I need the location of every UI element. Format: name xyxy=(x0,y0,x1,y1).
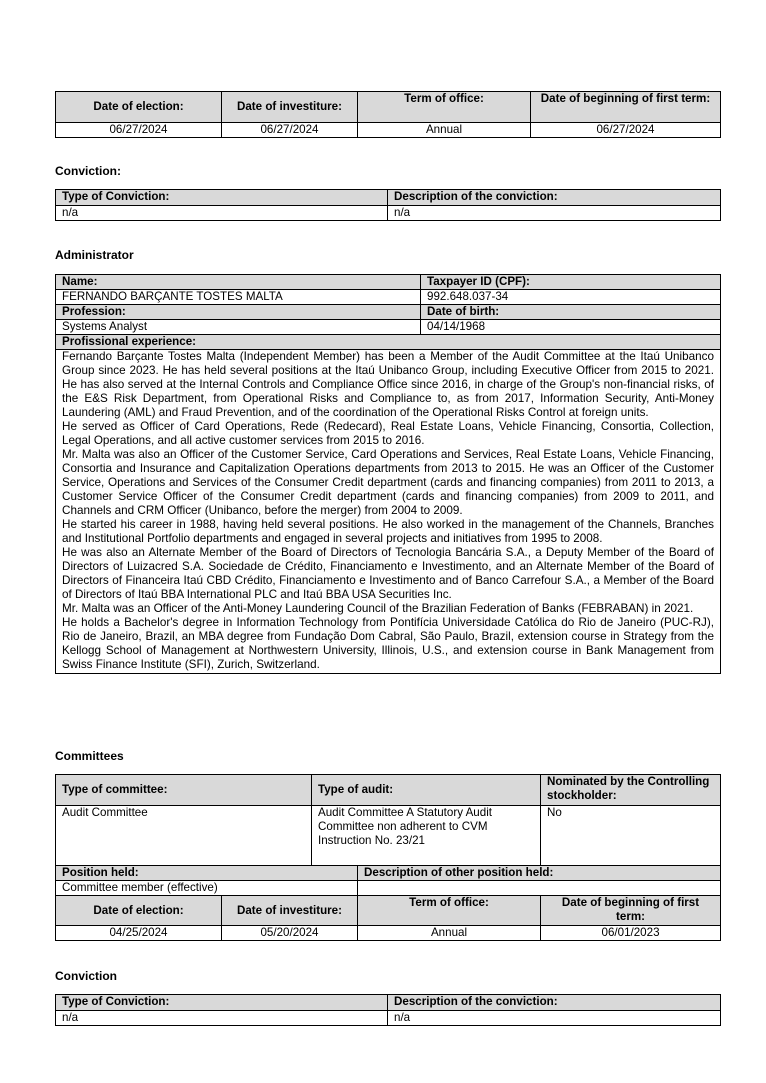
conviction-table-2 xyxy=(55,994,721,1026)
committee-election-value: 04/25/2024 xyxy=(56,926,222,941)
first-term-header: Date of beginning of first term: xyxy=(531,92,721,123)
profession-value: Systems Analyst xyxy=(56,320,421,335)
nominated-value: No xyxy=(541,806,721,866)
experience-label: Profissional experience: xyxy=(56,335,721,350)
conviction-desc-label: Description of the conviction: xyxy=(388,190,721,206)
conviction-type-value: n/a xyxy=(56,206,388,221)
position-label: Position held: xyxy=(56,866,358,881)
experience-paragraph: Fernando Barçante Tostes Malta (Independent Member) has been a Member of the Audit Committee at the Itaú Unibanco Group since 2023. He has held several positions at the Itaú Unibanco Group, including Executive Officer from 2015 to 2021. He has also served at the Internal Controls and Compliance Office since 2016, in charge of the Group's non-financial risks, of the E&S Risk Department, from Operational Risks and Compliance to, as from 2017, Information Security, Anti-Money Laundering (AML) and Fraud Prevention, and of the coordination of the Operational Risks Control at foreign units. xyxy=(62,350,714,419)
experience-text xyxy=(56,350,721,674)
experience-paragraph: Mr. Malta was an Officer of the Anti-Money Laundering Council of the Brazilian Federation of Banks (FEBRABAN) in 2021. xyxy=(62,602,694,615)
profession-label: Profession: xyxy=(56,305,421,320)
nominated-label: Nominated by the Controlling stockholder: xyxy=(541,775,721,806)
election-date-header: Date of election: xyxy=(56,92,222,123)
committee-investiture-header: Date of investiture: xyxy=(222,896,358,926)
experience-paragraph: He started his career in 1988, having held several positions. He also worked in the management of the Channels, Branches and Institutional Portfolio departments and engaged in several projects and initiatives from 1995 to 2008. xyxy=(62,518,714,545)
conviction-heading: Conviction: xyxy=(55,164,121,178)
conviction-table xyxy=(55,189,721,221)
cpf-label: Taxpayer ID (CPF): xyxy=(421,275,721,290)
experience-paragraph: He was also an Alternate Member of the Board of Directors of Tecnologia Bancária S.A., a Deputy Member of the Board of Directors of Luizacred S.A. Sociedade de Crédito, Financiamento e Investimento, and an Alternate Member of the Board of Directors of Financeira Itaú CBD Crédito, Financiamento e Investimento and of Banco Carrefour S.A., a Member of the Board of Directors of Itaú BBA International PLC and Itaú BBA USA Securities Inc. xyxy=(62,546,714,601)
administrator-heading: Administrator xyxy=(55,248,134,262)
conviction-heading-2: Conviction xyxy=(55,969,117,983)
administrator-table xyxy=(55,274,721,674)
conviction-desc-value-2: n/a xyxy=(388,1011,721,1026)
conviction-type-label-2: Type of Conviction: xyxy=(56,995,388,1011)
experience-paragraph: He holds a Bachelor's degree in Information Technology from Pontifícia Universidade Católica do Rio de Janeiro (PUC-RJ), Rio de Janeiro, Brazil, an MBA degree from Fundação Dom Cabral, São Paulo, Brazil, extension course in Strategy from the Kellogg School of Management at Northwestern University, Illinois, U.S., and extension course in Bank Management from Swiss Finance Institute (SFI), Zurich, Switzerland. xyxy=(62,616,714,671)
committees-table xyxy=(55,774,721,941)
first-term-value: 06/27/2024 xyxy=(531,123,721,138)
committee-term-header: Term of office: xyxy=(358,896,541,926)
dob-label: Date of birth: xyxy=(421,305,721,320)
dob-value: 04/14/1968 xyxy=(421,320,721,335)
conviction-desc-value: n/a xyxy=(388,206,721,221)
committee-term-value: Annual xyxy=(358,926,541,941)
name-label: Name: xyxy=(56,275,421,290)
committee-first-term-header: Date of beginning of first term: xyxy=(541,896,721,926)
committee-first-term-value: 06/01/2023 xyxy=(541,926,721,941)
conviction-type-value-2: n/a xyxy=(56,1011,388,1026)
committee-election-header: Date of election: xyxy=(56,896,222,926)
cpf-value: 992.648.037-34 xyxy=(421,290,721,305)
experience-paragraph: He served as Officer of Card Operations, Rede (Redecard), Real Estate Loans, Vehicle Financing, Consortia, Collection, Legal Operations, and all active customer services from 2015 to 2016. xyxy=(62,420,714,447)
position-value: Committee member (effective) xyxy=(56,881,358,896)
conviction-type-label: Type of Conviction: xyxy=(56,190,388,206)
term-office-header: Term of office: xyxy=(358,92,531,123)
first-term-table xyxy=(55,91,721,138)
investiture-date-value: 06/27/2024 xyxy=(222,123,358,138)
conviction-desc-label-2: Description of the conviction: xyxy=(388,995,721,1011)
name-value: FERNANDO BARÇANTE TOSTES MALTA xyxy=(56,290,421,305)
audit-type-value: Audit Committee A Statutory Audit Committee non adherent to CVM Instruction No. 23/21 xyxy=(312,806,541,866)
other-position-label: Description of other position held: xyxy=(358,866,721,881)
committee-type-value: Audit Committee xyxy=(56,806,312,866)
experience-paragraph: Mr. Malta was also an Officer of the Customer Service, Card Operations and Services, Real Estate Loans, Vehicle Financing, Consortia and Insurance and Capitalization Operations departments from 2013 to 2015. He was an Officer of the Customer Service, Operations and Services of the Consumer Credit department (cards and financing companies) from 2011 to 2013, a Customer Service Officer of the Consumer Credit department (cards and financing companies) from 2009 to 2011, and Channels and CRM Officer (Unibanco, before the merger) from 2004 to 2009. xyxy=(62,448,714,517)
committees-heading: Committees xyxy=(55,749,124,763)
term-office-value: Annual xyxy=(358,123,531,138)
committee-investiture-value: 05/20/2024 xyxy=(222,926,358,941)
committee-type-label: Type of committee: xyxy=(56,775,312,806)
investiture-date-header: Date of investiture: xyxy=(222,92,358,123)
election-date-value: 06/27/2024 xyxy=(56,123,222,138)
audit-type-label: Type of audit: xyxy=(312,775,541,806)
other-position-value xyxy=(358,881,721,896)
